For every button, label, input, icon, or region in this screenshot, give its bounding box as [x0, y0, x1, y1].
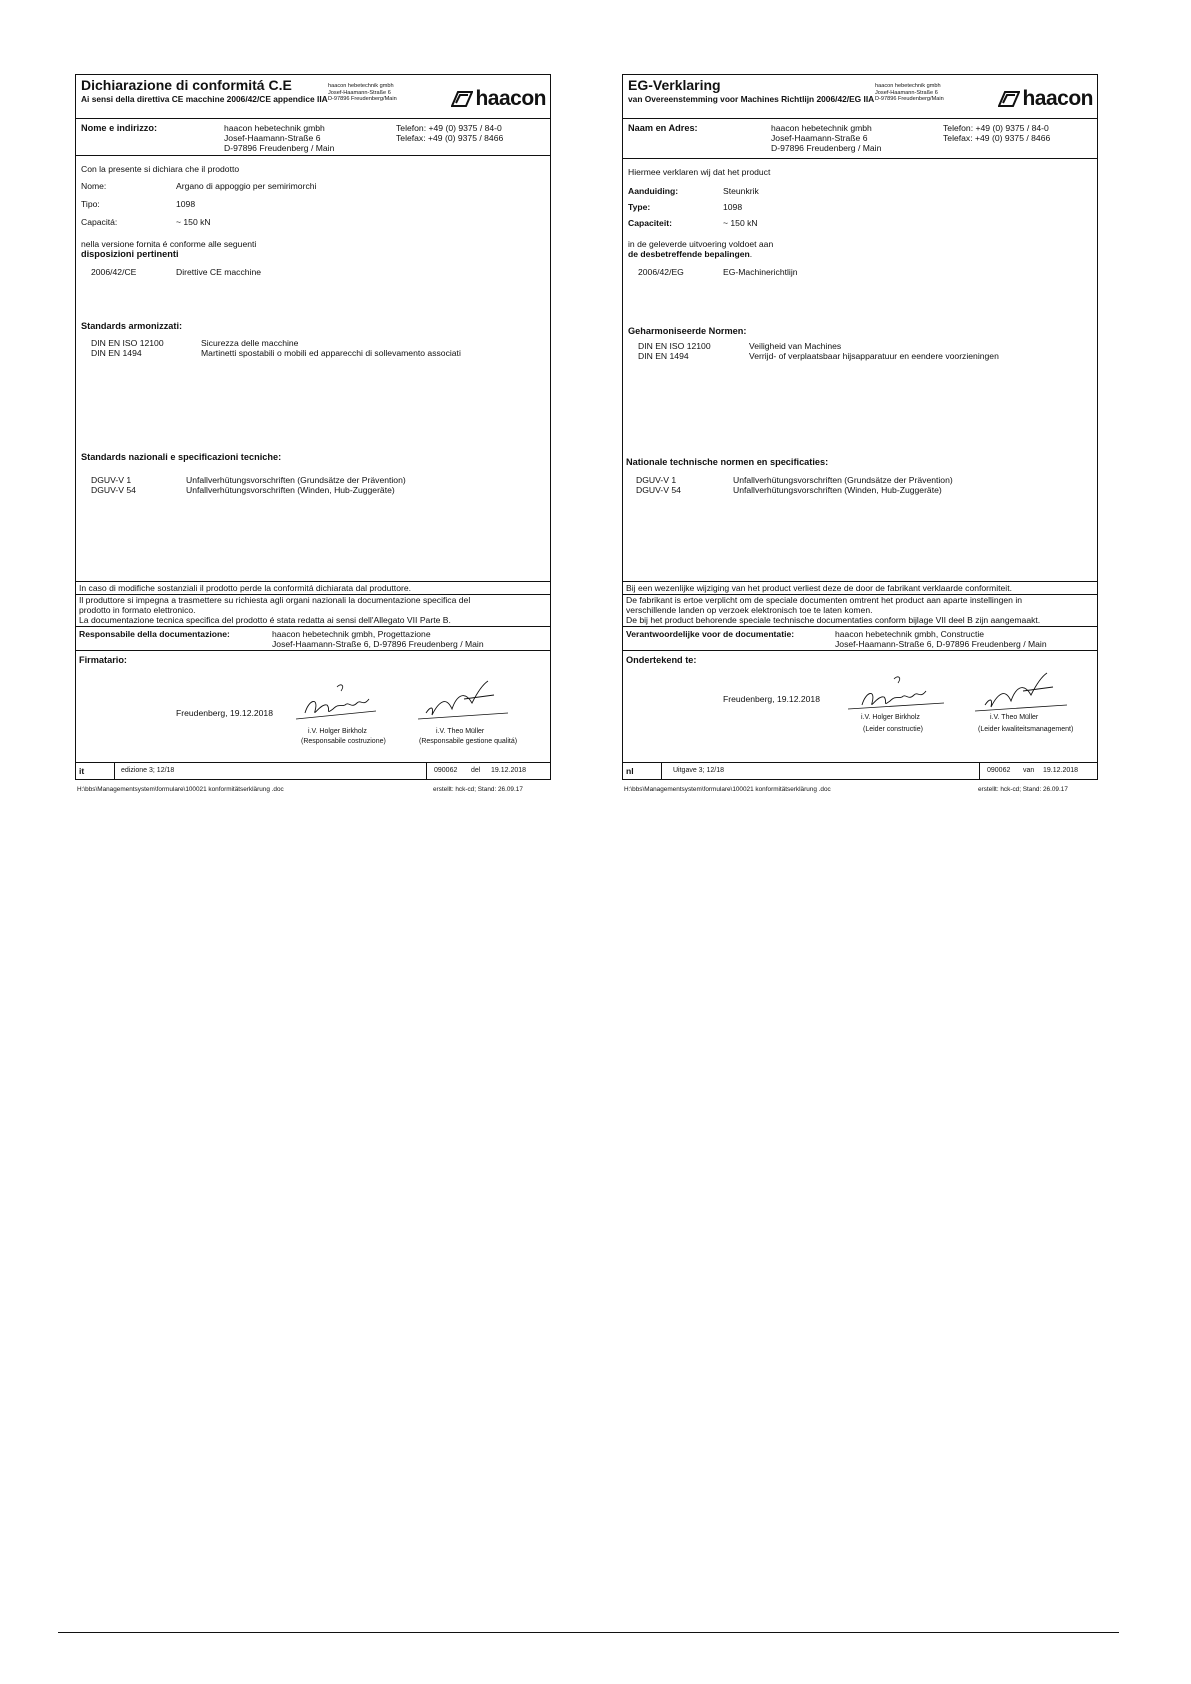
declaration-body [76, 156, 550, 582]
form-title: EG-Verklaring [628, 77, 721, 93]
conformity-text: nella versione fornita é conforme alle seguenti [81, 239, 257, 249]
address-section [76, 119, 550, 156]
national-title: Standards nazionali e specificazioni tecniche: [81, 452, 282, 462]
doc-resp-line: Josef-Haamann-Straße 6, D-97896 Freudenberg / Main [835, 639, 1047, 649]
documentation-responsible [76, 627, 550, 651]
intro-text: Con la presente si dichiara che il prodotto [81, 164, 240, 174]
document-date: 19.12.2018 [491, 767, 527, 774]
standard-code: DGUV-V 1 [91, 475, 132, 485]
address-line-2: Josef-Haamann-Straße 6 [771, 133, 868, 143]
declaration-body [623, 159, 1097, 582]
edition: Uitgave 3; 12/18 [673, 767, 724, 774]
file-path: H:\bbs\Managementsystem\formulare\100021 konformitätserklärung .doc [77, 786, 284, 793]
signer-1-role: (Leider constructie) [863, 726, 923, 733]
directive-code: 2006/42/EG [638, 267, 684, 277]
created-info: erstellt: hck-cd; Stand: 26.09.17 [978, 786, 1068, 793]
haacon-logo-mark-icon [998, 91, 1020, 107]
signer-2-name: i.V. Theo Müller [436, 728, 485, 735]
conformity-bold: de desbetreffende bepalingen. [628, 249, 753, 259]
form-subtitle: van Overeenstemming voor Machines Richtlijn 2006/42/EG IIA [628, 94, 875, 104]
doc-resp-line: haacon hebetechnik gmbh, Progettazione [272, 629, 431, 639]
doc-resp-line: haacon hebetechnik gmbh, Constructie [835, 629, 985, 639]
form-subtitle: Ai sensi della direttiva CE macchine 2006/42/CE appendice IIA [81, 94, 328, 104]
harmonized-title: Geharmoniseerde Normen: [628, 326, 747, 336]
haacon-logo [451, 86, 546, 112]
conformity-bold: disposizioni pertinenti [81, 249, 179, 259]
documentation-responsible [623, 627, 1097, 651]
declaration-form-it [75, 74, 551, 780]
language-code: it [79, 766, 85, 776]
form-footer [623, 763, 1097, 779]
national-title: Nationale technische normen en specificaties: [626, 457, 829, 467]
field-value: 1098 [176, 199, 196, 209]
field-label: Aanduiding: [628, 186, 679, 196]
signer-1-name: i.V. Holger Birkholz [861, 714, 920, 721]
phone-number: Telefon: +49 (0) 9375 / 84-0 [396, 123, 502, 133]
obligation-section [76, 595, 550, 627]
company-small-address: haacon hebetechnik gmbh Josef-Haamann-Straße 6 D-97896 Freudenberg/Main [875, 83, 944, 103]
signer-1-name: i.V. Holger Birkholz [308, 728, 367, 735]
obligation-line: verschillende landen op verzoek elektronisch toe te laten komen. [626, 605, 873, 615]
conformity-text: in de geleverde uitvoering voldoet aan [628, 239, 774, 249]
field-label: Capacitá: [81, 217, 118, 227]
doc-resp-line: Josef-Haamann-Straße 6, D-97896 Freudenberg / Main [272, 639, 484, 649]
logo-text: haacon [475, 87, 546, 110]
file-path: H:\bbs\Managementsystem\formulare\100021 konformitätserklärung .doc [624, 786, 831, 793]
standard-name: Unfallverhütungsvorschriften (Grundsätze der Prävention) [186, 475, 406, 485]
haacon-logo [998, 86, 1093, 112]
modification-note: In caso di modifiche sostanziali il prodotto perde la conformitá dichiarata dal produttore. [79, 583, 411, 593]
standard-name: Unfallverhütungsvorschriften (Grundsätze der Prävention) [733, 475, 953, 485]
signature-section [76, 651, 550, 763]
date-prefix: del [471, 767, 481, 774]
field-value: ~ 150 kN [176, 217, 211, 227]
address-line-2: Josef-Haamann-Straße 6 [224, 133, 321, 143]
standard-code: DIN EN 1494 [638, 351, 689, 361]
modification-note-row [623, 582, 1097, 595]
place-date: Freudenberg, 19.12.2018 [723, 694, 820, 704]
modification-note: Bij een wezenlijke wijziging van het product verliest deze de door de fabrikant verklaarde conformiteit. [626, 583, 1012, 593]
document-number: 090062 [987, 767, 1011, 774]
intro-text: Hiermee verklaren wij dat het product [628, 167, 771, 177]
standard-code: DIN EN ISO 12100 [638, 341, 711, 351]
obligation-line: De bij het product behorende speciale technische documentaties conform bijlage VII deel B zijn aangemaakt. [626, 615, 1041, 625]
created-info: erstellt: hck-cd; Stand: 26.09.17 [433, 786, 523, 793]
obligation-line: La documentazione tecnica specifica del prodotto é stata redatta ai sensi dell'Allegato VII Parte B. [79, 615, 451, 625]
form-title: Dichiarazione di conformitá C.E [81, 77, 292, 93]
place-date: Freudenberg, 19.12.2018 [176, 708, 273, 718]
signature-1-icon [291, 669, 386, 729]
form-footer [76, 763, 550, 779]
address-line-1: haacon hebetechnik gmbh [771, 123, 872, 133]
address-line-3: D-97896 Freudenberg / Main [224, 143, 335, 153]
phone-number: Telefon: +49 (0) 9375 / 84-0 [943, 123, 1049, 133]
signature-section [623, 651, 1097, 763]
harmonized-title: Standards armonizzati: [81, 321, 183, 331]
document-number: 090062 [434, 767, 458, 774]
standard-code: DGUV-V 54 [91, 485, 136, 495]
directive-name: Direttive CE macchine [176, 267, 262, 277]
field-label: Type: [628, 202, 651, 212]
logo-text: haacon [1022, 87, 1093, 110]
doc-resp-label: Responsabile della documentazione: [79, 629, 230, 639]
standard-name: Verrijd- of verplaatsbaar hijsapparatuur en eendere voorzieningen [749, 351, 999, 361]
signer-label: Firmatario: [79, 655, 127, 665]
standard-code: DIN EN ISO 12100 [91, 338, 164, 348]
standard-name: Veiligheid van Machines [749, 341, 842, 351]
standard-name: Unfallverhütungsvorschriften (Winden, Hub-Zuggeräte) [186, 485, 395, 495]
fax-number: Telefax: +49 (0) 9375 / 8466 [396, 133, 504, 143]
company-small-address: haacon hebetechnik gmbh Josef-Haamann-Straße 6 D-97896 Freudenberg/Main [328, 83, 397, 103]
directive-name: EG-Machinerichtlijn [723, 267, 798, 277]
directive-code: 2006/42/CE [91, 267, 137, 277]
standard-code: DGUV-V 1 [636, 475, 677, 485]
obligation-section [623, 595, 1097, 627]
haacon-logo-mark-icon [451, 91, 473, 107]
field-value: 1098 [723, 202, 743, 212]
field-label: Tipo: [81, 199, 100, 209]
address-line-3: D-97896 Freudenberg / Main [771, 143, 882, 153]
modification-note-row [76, 582, 550, 595]
field-value: Steunkrik [723, 186, 759, 196]
signer-label: Ondertekend te: [626, 655, 697, 665]
address-label: Naam en Adres: [628, 123, 698, 133]
standard-name: Martinetti spostabili o mobili ed apparecchi di sollevamento associati [201, 348, 461, 358]
date-prefix: van [1023, 767, 1035, 774]
page-bottom-rule [58, 1632, 1119, 1633]
language-code: nl [626, 766, 634, 776]
signer-1-role: (Responsabile costruzione) [301, 738, 386, 745]
address-line-1: haacon hebetechnik gmbh [224, 123, 325, 133]
form-header [623, 75, 1097, 119]
fax-number: Telefax: +49 (0) 9375 / 8466 [943, 133, 1051, 143]
obligation-line: Il produttore si impegna a trasmettere su richiesta agli organi nazionali la documentazione specifica del [79, 595, 471, 605]
declaration-form-nl [622, 74, 1098, 780]
field-value: ~ 150 kN [723, 218, 758, 228]
standard-name: Unfallverhütungsvorschriften (Winden, Hub-Zuggeräte) [733, 485, 942, 495]
obligation-line: prodotto in formato elettronico. [79, 605, 196, 615]
standard-code: DIN EN 1494 [91, 348, 142, 358]
signer-2-name: i.V. Theo Müller [990, 714, 1039, 721]
signer-2-role: (Responsabile gestione qualitá) [419, 738, 518, 745]
field-label: Capaciteit: [628, 218, 672, 228]
form-header [76, 75, 550, 119]
standard-name: Sicurezza delle macchine [201, 338, 299, 348]
field-label: Nome: [81, 181, 107, 191]
address-section [623, 119, 1097, 159]
signature-2-icon [416, 669, 511, 729]
signer-2-role: (Leider kwaliteitsmanagement) [978, 726, 1074, 733]
edition: edizione 3; 12/18 [121, 767, 175, 774]
doc-resp-label: Verantwoordelijke voor de documentatie: [626, 629, 795, 639]
document-date: 19.12.2018 [1043, 767, 1079, 774]
obligation-line: De fabrikant is ertoe verplicht om de speciale documenten omtrent het product aan aparte instellingen in [626, 595, 1023, 605]
field-value: Argano di appoggio per semirimorchi [176, 181, 317, 191]
address-label: Nome e indirizzo: [81, 123, 158, 133]
standard-code: DGUV-V 54 [636, 485, 681, 495]
